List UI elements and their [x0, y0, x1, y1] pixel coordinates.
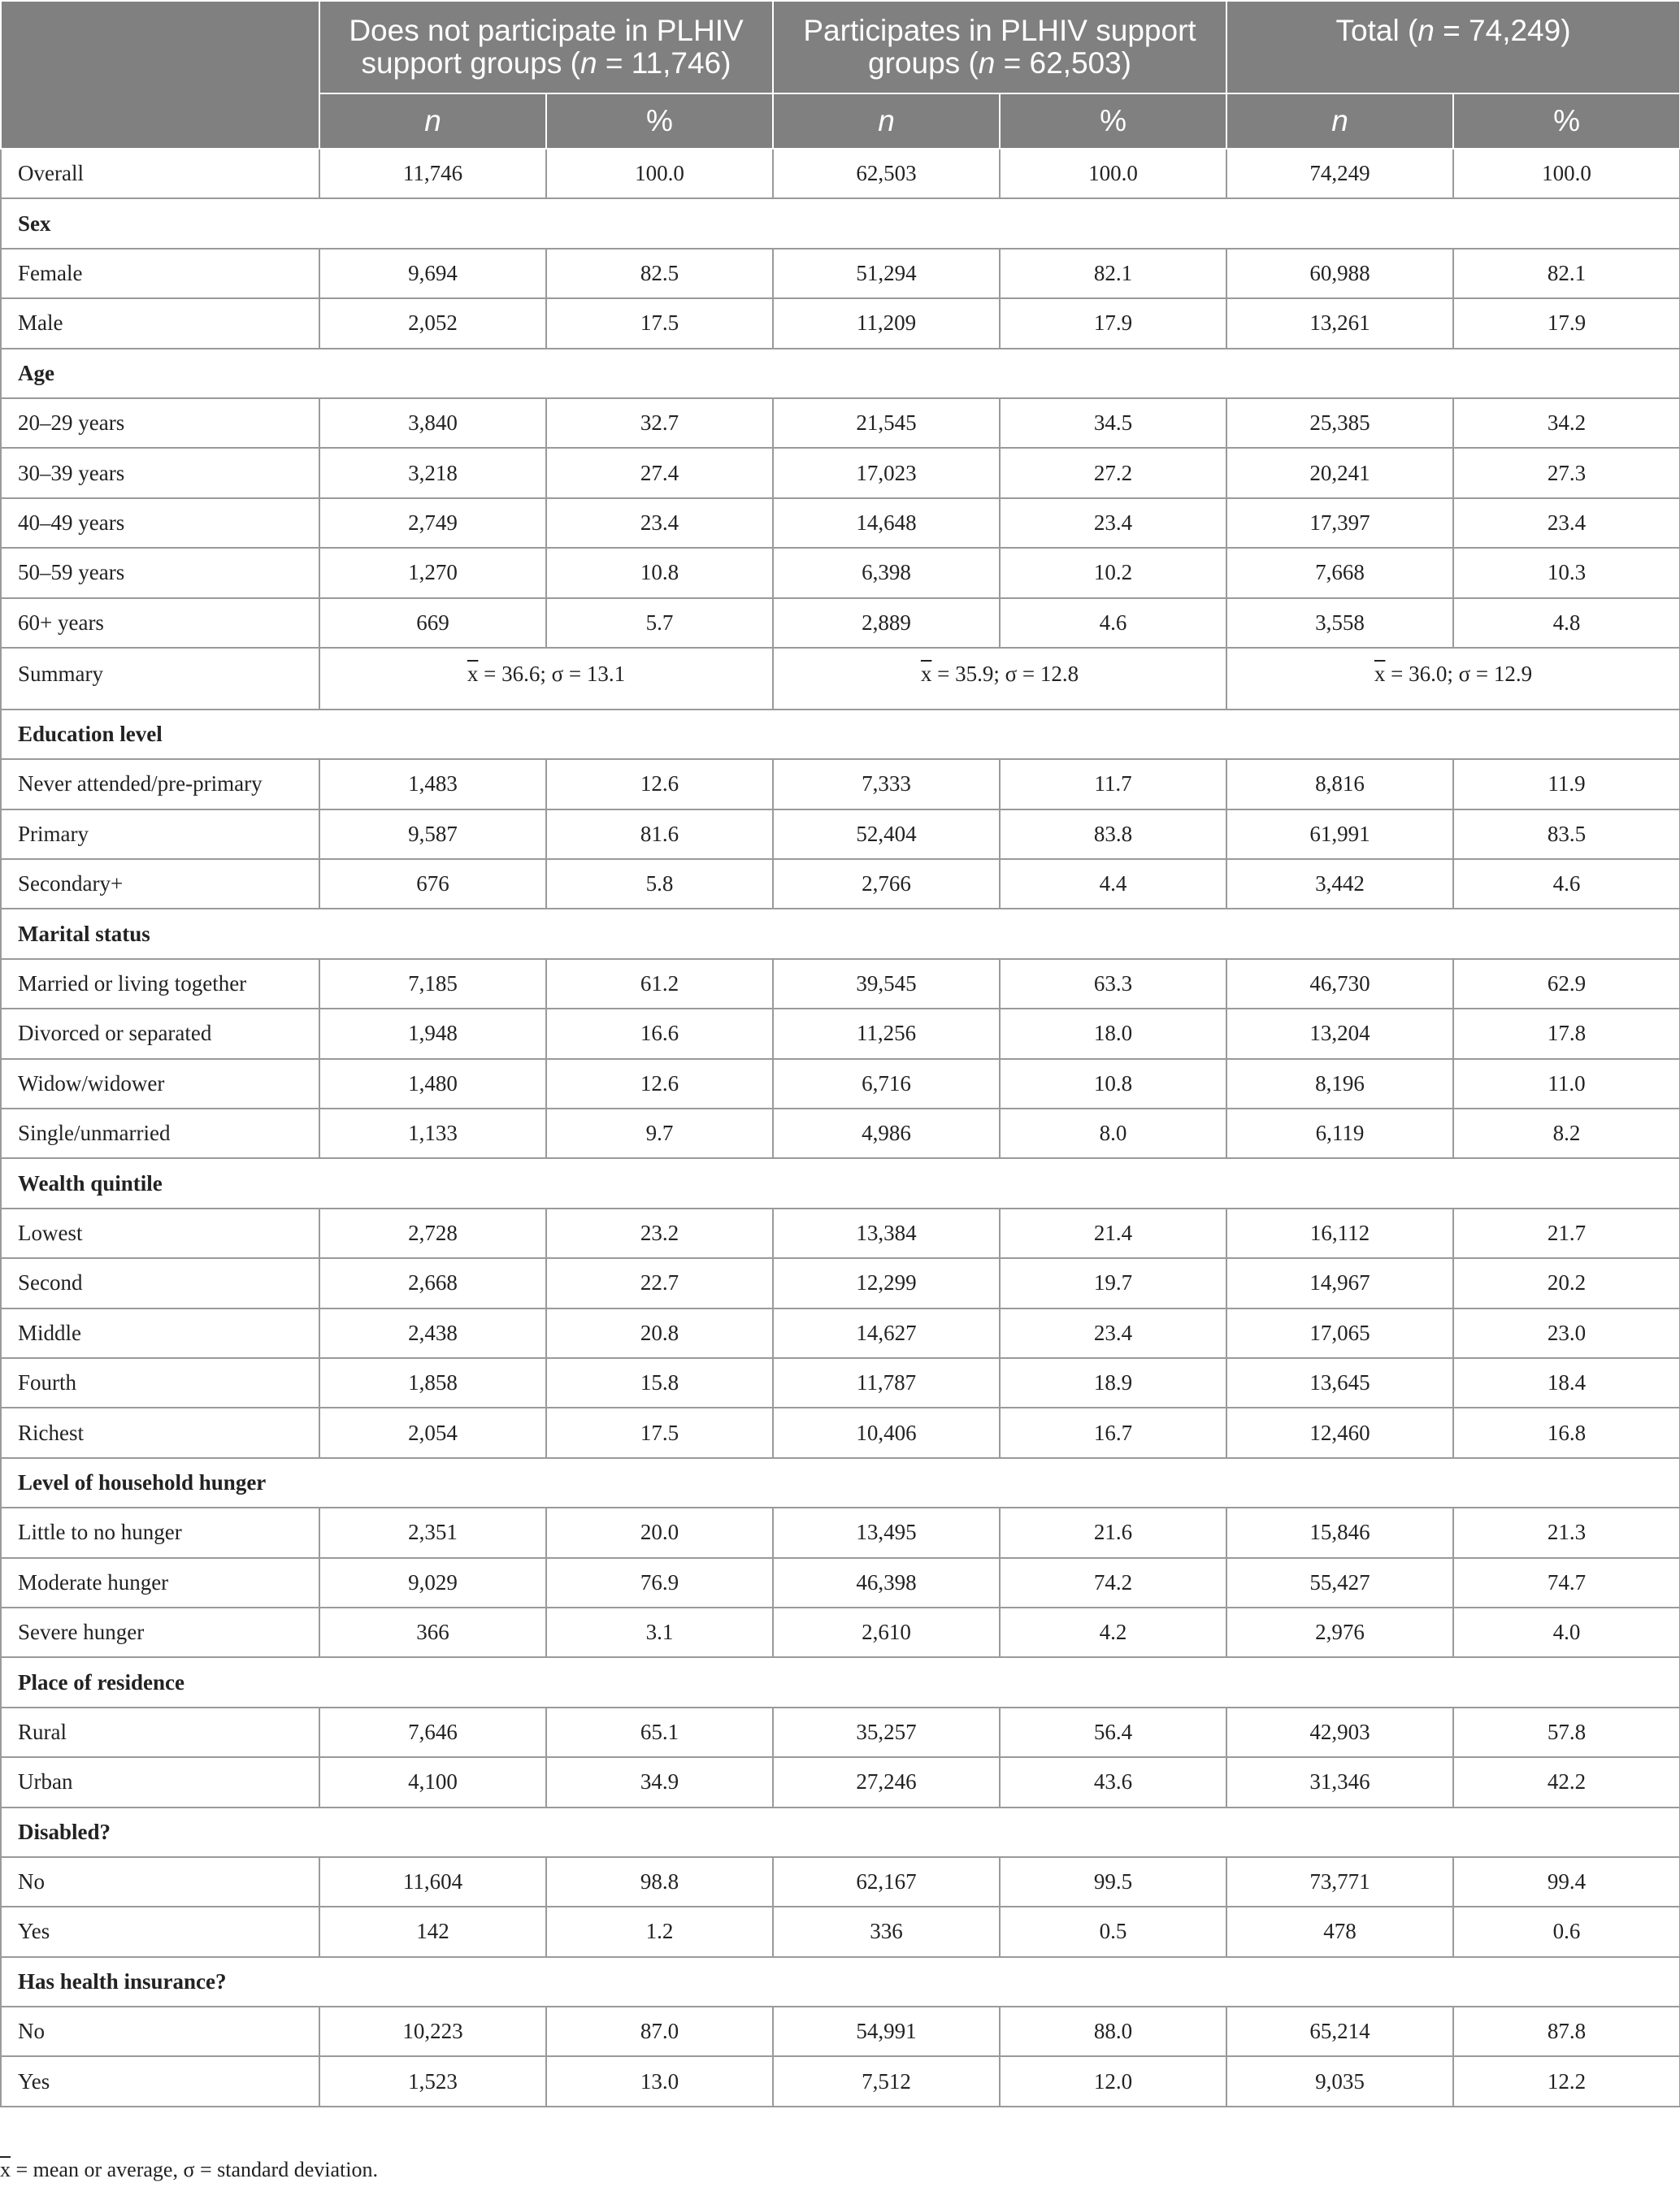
mean-symbol: $\overline{x}$ [0, 2158, 11, 2181]
header-sub-percent: % [1453, 93, 1680, 149]
percent-cell: 27.3 [1453, 448, 1680, 497]
count-cell: 73,771 [1226, 1857, 1453, 1907]
percent-cell: 100.0 [546, 149, 773, 198]
count-cell: 3,442 [1226, 859, 1453, 909]
percent-cell: 4.0 [1453, 1608, 1680, 1657]
percent-cell: 8.0 [1000, 1109, 1226, 1158]
percent-cell: 10.3 [1453, 548, 1680, 597]
header-group-prefix: Total ( [1335, 14, 1418, 47]
percent-cell: 12.6 [546, 1059, 773, 1109]
count-cell: 61,991 [1226, 809, 1453, 859]
count-cell: 3,840 [319, 398, 546, 448]
summary-cell [773, 648, 1226, 710]
row-label: 60+ years [1, 598, 319, 648]
header-group-row [1, 1, 1680, 93]
row-label: Yes [1, 1907, 319, 1956]
row-label: Summary [1, 648, 319, 710]
percent-cell: 17.9 [1453, 298, 1680, 348]
row-label: Single/unmarried [1, 1109, 319, 1158]
count-cell: 46,398 [773, 1558, 1000, 1608]
count-cell: 6,398 [773, 548, 1000, 597]
count-cell: 336 [773, 1907, 1000, 1956]
table-row [1, 1558, 1680, 1608]
mean-symbol: $\overline{x}$ [467, 661, 479, 686]
percent-cell: 87.0 [546, 2007, 773, 2056]
percent-cell: 16.7 [1000, 1408, 1226, 1457]
count-cell: 2,889 [773, 598, 1000, 648]
percent-cell: 34.5 [1000, 398, 1226, 448]
count-cell: 14,967 [1226, 1258, 1453, 1308]
percent-cell: 11.9 [1453, 759, 1680, 809]
percent-cell: 13.0 [546, 2056, 773, 2106]
table-row [1, 1308, 1680, 1358]
percent-cell: 4.2 [1000, 1608, 1226, 1657]
count-cell: 27,246 [773, 1757, 1000, 1807]
percent-cell: 61.2 [546, 959, 773, 1009]
table-footnote [0, 2158, 378, 2182]
count-cell: 14,627 [773, 1308, 1000, 1358]
count-cell: 7,333 [773, 759, 1000, 809]
row-label: Little to no hunger [1, 1508, 319, 1557]
header-group-n-label: n [580, 46, 597, 80]
percent-cell: 27.2 [1000, 448, 1226, 497]
count-cell: 676 [319, 859, 546, 909]
count-cell: 54,991 [773, 2007, 1000, 2056]
percent-cell: 82.1 [1453, 249, 1680, 298]
percent-cell: 0.6 [1453, 1907, 1680, 1956]
percent-cell: 4.4 [1000, 859, 1226, 909]
row-label: Married or living together [1, 959, 319, 1009]
table-header [1, 1, 1680, 149]
summary-cell [319, 648, 773, 710]
section-header-row [1, 1808, 1680, 1857]
summary-row [1, 648, 1680, 710]
percent-cell: 32.7 [546, 398, 773, 448]
percent-cell: 20.0 [546, 1508, 773, 1557]
section-label: Age [1, 349, 1680, 398]
header-group-prefix: Participates in PLHIV support groups ( [803, 14, 1196, 80]
percent-cell: 4.8 [1453, 598, 1680, 648]
section-header-row [1, 349, 1680, 398]
count-cell: 2,351 [319, 1508, 546, 1557]
percent-cell: 4.6 [1453, 859, 1680, 909]
count-cell: 14,648 [773, 498, 1000, 548]
section-label: Education level [1, 710, 1680, 759]
percent-cell: 21.7 [1453, 1209, 1680, 1258]
table-row [1, 149, 1680, 198]
section-label: Marital status [1, 909, 1680, 958]
percent-cell: 11.0 [1453, 1059, 1680, 1109]
row-label: Urban [1, 1757, 319, 1807]
percent-cell: 34.9 [546, 1757, 773, 1807]
header-group-participants [773, 1, 1226, 93]
percent-cell: 23.4 [1453, 498, 1680, 548]
table-row [1, 298, 1680, 348]
count-cell: 74,249 [1226, 149, 1453, 198]
count-cell: 11,604 [319, 1857, 546, 1907]
table-row [1, 2056, 1680, 2106]
summary-text: = 35.9; σ = 12.8 [931, 661, 1079, 686]
percent-cell: 99.4 [1453, 1857, 1680, 1907]
count-cell: 4,100 [319, 1757, 546, 1807]
header-group-suffix: = 74,249) [1434, 14, 1571, 47]
table-row [1, 1209, 1680, 1258]
section-header-row [1, 710, 1680, 759]
percent-cell: 56.4 [1000, 1708, 1226, 1757]
header-group-n-label: n [1417, 14, 1435, 47]
row-label: Severe hunger [1, 1608, 319, 1657]
count-cell: 2,610 [773, 1608, 1000, 1657]
mean-symbol: $\overline{x}$ [920, 661, 932, 686]
count-cell: 9,694 [319, 249, 546, 298]
row-label: 40–49 years [1, 498, 319, 548]
count-cell: 11,787 [773, 1358, 1000, 1408]
table-row [1, 759, 1680, 809]
count-cell: 10,406 [773, 1408, 1000, 1457]
count-cell: 17,023 [773, 448, 1000, 497]
percent-cell: 100.0 [1453, 149, 1680, 198]
count-cell: 2,668 [319, 1258, 546, 1308]
row-label: Primary [1, 809, 319, 859]
count-cell: 1,270 [319, 548, 546, 597]
percent-cell: 17.8 [1453, 1009, 1680, 1058]
percent-cell: 12.6 [546, 759, 773, 809]
percent-cell: 17.9 [1000, 298, 1226, 348]
row-label: Divorced or separated [1, 1009, 319, 1058]
count-cell: 10,223 [319, 2007, 546, 2056]
count-cell: 7,185 [319, 959, 546, 1009]
percent-cell: 10.2 [1000, 548, 1226, 597]
row-label: Lowest [1, 1209, 319, 1258]
count-cell: 1,133 [319, 1109, 546, 1158]
section-label: Disabled? [1, 1808, 1680, 1857]
count-cell: 2,749 [319, 498, 546, 548]
count-cell: 9,587 [319, 809, 546, 859]
footnote-text: = mean or average, σ = standard deviation. [11, 2158, 378, 2181]
count-cell: 1,480 [319, 1059, 546, 1109]
percent-cell: 63.3 [1000, 959, 1226, 1009]
percent-cell: 1.2 [546, 1907, 773, 1956]
count-cell: 12,460 [1226, 1408, 1453, 1457]
header-group-n-label: n [978, 46, 996, 80]
row-label: Secondary+ [1, 859, 319, 909]
section-label: Has health insurance? [1, 1957, 1680, 2007]
count-cell: 39,545 [773, 959, 1000, 1009]
percent-cell: 20.8 [546, 1308, 773, 1358]
percent-cell: 21.4 [1000, 1209, 1226, 1258]
table-row [1, 959, 1680, 1009]
count-cell: 35,257 [773, 1708, 1000, 1757]
percent-cell: 88.0 [1000, 2007, 1226, 2056]
percent-cell: 5.8 [546, 859, 773, 909]
row-label: Moderate hunger [1, 1558, 319, 1608]
count-cell: 478 [1226, 1907, 1453, 1956]
percent-cell: 12.2 [1453, 2056, 1680, 2106]
row-label: Second [1, 1258, 319, 1308]
percent-cell: 19.7 [1000, 1258, 1226, 1308]
table-row [1, 1757, 1680, 1807]
header-group-suffix: = 11,746) [597, 46, 731, 80]
header-corner [1, 1, 319, 149]
section-header-row [1, 1458, 1680, 1508]
summary-text: = 36.0; σ = 12.9 [1385, 661, 1533, 686]
percent-cell: 65.1 [546, 1708, 773, 1757]
percent-cell: 76.9 [546, 1558, 773, 1608]
table-row [1, 1009, 1680, 1058]
count-cell: 4,986 [773, 1109, 1000, 1158]
percent-cell: 74.2 [1000, 1558, 1226, 1608]
percent-cell: 18.4 [1453, 1358, 1680, 1408]
table-row [1, 1907, 1680, 1956]
count-cell: 62,167 [773, 1857, 1000, 1907]
summary-text: = 36.6; σ = 13.1 [478, 661, 626, 686]
percent-cell: 82.1 [1000, 249, 1226, 298]
percent-cell: 18.9 [1000, 1358, 1226, 1408]
percent-cell: 23.4 [1000, 498, 1226, 548]
count-cell: 2,052 [319, 298, 546, 348]
count-cell: 1,858 [319, 1358, 546, 1408]
percent-cell: 23.4 [546, 498, 773, 548]
section-header-row [1, 1957, 1680, 2007]
table-body [1, 149, 1680, 2107]
section-header-row [1, 1657, 1680, 1707]
count-cell: 7,646 [319, 1708, 546, 1757]
percent-cell: 10.8 [546, 548, 773, 597]
percent-cell: 42.2 [1453, 1757, 1680, 1807]
count-cell: 3,558 [1226, 598, 1453, 648]
percent-cell: 27.4 [546, 448, 773, 497]
count-cell: 13,645 [1226, 1358, 1453, 1408]
count-cell: 12,299 [773, 1258, 1000, 1308]
row-label: 20–29 years [1, 398, 319, 448]
percent-cell: 10.8 [1000, 1059, 1226, 1109]
table-row [1, 859, 1680, 909]
row-label: No [1, 2007, 319, 2056]
header-group-nonparticipants [319, 1, 773, 93]
count-cell: 60,988 [1226, 249, 1453, 298]
count-cell: 55,427 [1226, 1558, 1453, 1608]
count-cell: 31,346 [1226, 1757, 1453, 1807]
count-cell: 11,256 [773, 1009, 1000, 1058]
count-cell: 20,241 [1226, 448, 1453, 497]
count-cell: 15,846 [1226, 1508, 1453, 1557]
section-header-row [1, 909, 1680, 958]
header-sub-n: n [773, 93, 1000, 149]
count-cell: 1,948 [319, 1009, 546, 1058]
section-label: Level of household hunger [1, 1458, 1680, 1508]
count-cell: 11,746 [319, 149, 546, 198]
count-cell: 9,029 [319, 1558, 546, 1608]
header-sub-percent: % [1000, 93, 1226, 149]
table-row [1, 1608, 1680, 1657]
percent-cell: 16.6 [546, 1009, 773, 1058]
percent-cell: 74.7 [1453, 1558, 1680, 1608]
percent-cell: 5.7 [546, 598, 773, 648]
percent-cell: 9.7 [546, 1109, 773, 1158]
table-row [1, 1059, 1680, 1109]
table-row [1, 598, 1680, 648]
percent-cell: 17.5 [546, 298, 773, 348]
percent-cell: 18.0 [1000, 1009, 1226, 1058]
row-label: Yes [1, 2056, 319, 2106]
percent-cell: 12.0 [1000, 2056, 1226, 2106]
count-cell: 3,218 [319, 448, 546, 497]
summary-cell [1226, 648, 1680, 710]
percent-cell: 83.5 [1453, 809, 1680, 859]
count-cell: 1,523 [319, 2056, 546, 2106]
table-row [1, 498, 1680, 548]
header-group-prefix: Does not participate in PLHIV support groups ( [349, 14, 744, 80]
count-cell: 62,503 [773, 149, 1000, 198]
table-row [1, 1408, 1680, 1457]
section-label: Wealth quintile [1, 1158, 1680, 1208]
table-row [1, 249, 1680, 298]
percent-cell: 4.6 [1000, 598, 1226, 648]
count-cell: 42,903 [1226, 1708, 1453, 1757]
table-row [1, 2007, 1680, 2056]
count-cell: 6,119 [1226, 1109, 1453, 1158]
table-row [1, 1258, 1680, 1308]
percent-cell: 23.4 [1000, 1308, 1226, 1358]
count-cell: 7,512 [773, 2056, 1000, 2106]
table-row [1, 1358, 1680, 1408]
header-group-total [1226, 1, 1680, 93]
section-label: Sex [1, 198, 1680, 248]
count-cell: 1,483 [319, 759, 546, 809]
percent-cell: 23.2 [546, 1209, 773, 1258]
count-cell: 2,766 [773, 859, 1000, 909]
percent-cell: 21.3 [1453, 1508, 1680, 1557]
count-cell: 7,668 [1226, 548, 1453, 597]
count-cell: 2,438 [319, 1308, 546, 1358]
count-cell: 52,404 [773, 809, 1000, 859]
percent-cell: 99.5 [1000, 1857, 1226, 1907]
count-cell: 13,384 [773, 1209, 1000, 1258]
percent-cell: 17.5 [546, 1408, 773, 1457]
percent-cell: 81.6 [546, 809, 773, 859]
table-row [1, 398, 1680, 448]
count-cell: 8,816 [1226, 759, 1453, 809]
percent-cell: 62.9 [1453, 959, 1680, 1009]
row-label: 50–59 years [1, 548, 319, 597]
row-label: Female [1, 249, 319, 298]
mean-symbol: $\overline{x}$ [1374, 661, 1386, 686]
count-cell: 17,065 [1226, 1308, 1453, 1358]
count-cell: 13,204 [1226, 1009, 1453, 1058]
row-label: Middle [1, 1308, 319, 1358]
header-sub-percent: % [546, 93, 773, 149]
percent-cell: 98.8 [546, 1857, 773, 1907]
table-row [1, 809, 1680, 859]
section-header-row [1, 1158, 1680, 1208]
count-cell: 46,730 [1226, 959, 1453, 1009]
percent-cell: 57.8 [1453, 1708, 1680, 1757]
count-cell: 6,716 [773, 1059, 1000, 1109]
percent-cell: 21.6 [1000, 1508, 1226, 1557]
section-label: Place of residence [1, 1657, 1680, 1707]
count-cell: 17,397 [1226, 498, 1453, 548]
count-cell: 142 [319, 1907, 546, 1956]
header-sub-n: n [1226, 93, 1453, 149]
count-cell: 25,385 [1226, 398, 1453, 448]
row-label: Rural [1, 1708, 319, 1757]
count-cell: 16,112 [1226, 1209, 1453, 1258]
percent-cell: 16.8 [1453, 1408, 1680, 1457]
count-cell: 11,209 [773, 298, 1000, 348]
percent-cell: 0.5 [1000, 1907, 1226, 1956]
header-group-suffix: = 62,503) [995, 46, 1131, 80]
count-cell: 13,495 [773, 1508, 1000, 1557]
count-cell: 2,054 [319, 1408, 546, 1457]
table-row [1, 1109, 1680, 1158]
row-label: Never attended/pre-primary [1, 759, 319, 809]
percent-cell: 87.8 [1453, 2007, 1680, 2056]
percent-cell: 3.1 [546, 1608, 773, 1657]
table-row [1, 448, 1680, 497]
count-cell: 51,294 [773, 249, 1000, 298]
table-row [1, 1708, 1680, 1757]
table-row [1, 548, 1680, 597]
percent-cell: 82.5 [546, 249, 773, 298]
row-label: Fourth [1, 1358, 319, 1408]
count-cell: 13,261 [1226, 298, 1453, 348]
count-cell: 8,196 [1226, 1059, 1453, 1109]
count-cell: 669 [319, 598, 546, 648]
percent-cell: 34.2 [1453, 398, 1680, 448]
percent-cell: 8.2 [1453, 1109, 1680, 1158]
table-row [1, 1508, 1680, 1557]
percent-cell: 22.7 [546, 1258, 773, 1308]
count-cell: 2,976 [1226, 1608, 1453, 1657]
row-label: No [1, 1857, 319, 1907]
section-header-row [1, 198, 1680, 248]
percent-cell: 15.8 [546, 1358, 773, 1408]
count-cell: 2,728 [319, 1209, 546, 1258]
percent-cell: 11.7 [1000, 759, 1226, 809]
count-cell: 9,035 [1226, 2056, 1453, 2106]
header-sub-n: n [319, 93, 546, 149]
count-cell: 65,214 [1226, 2007, 1453, 2056]
row-label: Overall [1, 149, 319, 198]
row-label: Widow/widower [1, 1059, 319, 1109]
count-cell: 366 [319, 1608, 546, 1657]
percent-cell: 20.2 [1453, 1258, 1680, 1308]
count-cell: 21,545 [773, 398, 1000, 448]
row-label: Male [1, 298, 319, 348]
percent-cell: 43.6 [1000, 1757, 1226, 1807]
percent-cell: 83.8 [1000, 809, 1226, 859]
table-row [1, 1857, 1680, 1907]
percent-cell: 100.0 [1000, 149, 1226, 198]
row-label: 30–39 years [1, 448, 319, 497]
row-label: Richest [1, 1408, 319, 1457]
percent-cell: 23.0 [1453, 1308, 1680, 1358]
